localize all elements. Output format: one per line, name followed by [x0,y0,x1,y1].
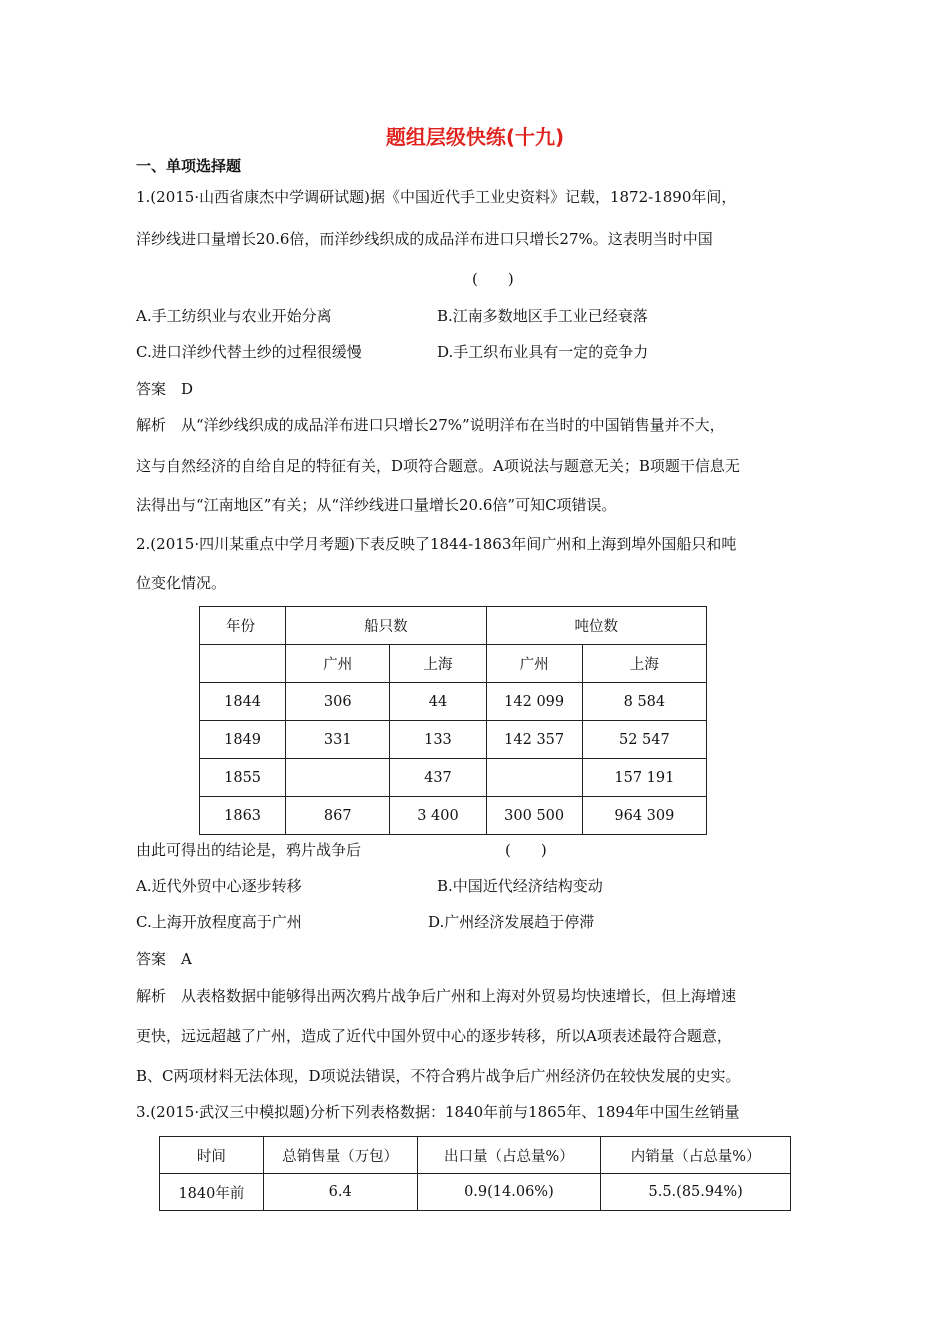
header-ships: 船只数 [286,607,486,645]
subheader-shanghai-tonnage: 上海 [582,645,706,683]
cell-year: 1863 [200,797,286,835]
cell-sh-tonnage: 8 584 [582,683,706,721]
cell-gz-ships: 306 [286,683,390,721]
cell-sh-ships: 3 400 [390,797,486,835]
q2-stem-line1: 2.(2015·四川某重点中学月考题)下表反映了1844-1863年间广州和上海到埠外国船只和吨 [136,535,737,553]
q2-analysis-line2: 更快，远远超越了广州，造成了近代中国外贸中心的逐步转移，所以A项表述最符合题意， [136,1027,732,1045]
header-empty-cell [200,645,286,683]
raw-silk-sales-table [159,1136,791,1211]
cell-gz-tonnage: 300 500 [486,797,582,835]
table-row [200,797,707,835]
q2-option-b: B.中国近代经济结构变动 [437,877,603,895]
cell-gz-ships: 331 [286,721,390,759]
cell-sh-ships: 437 [390,759,486,797]
cell-sh-ships: 133 [390,721,486,759]
q1-option-a: A.手工纺织业与农业开始分离 [136,307,332,325]
q1-analysis-line2: 这与自然经济的自给自足的特征有关，D项符合题意。A项说法与题意无关；B项题干信息无 [136,457,740,475]
q3-stem-line1: 3.(2015·武汉三中模拟题)分析下列表格数据：1840年前与1865年、1894年中国生丝销量 [136,1103,740,1121]
cell-gz-tonnage: 142 357 [486,721,582,759]
cell-export: 0.9(14.06%) [417,1174,601,1211]
q2-stem-line2: 位变化情况。 [136,574,227,592]
cell-year: 1844 [200,683,286,721]
q2-option-a: A.近代外贸中心逐步转移 [136,877,302,895]
cell-gz-tonnage [486,759,582,797]
cell-gz-ships: 867 [286,797,390,835]
header-export: 出口量（占总量%） [417,1137,601,1174]
cell-year: 1849 [200,721,286,759]
q1-option-c: C.进口洋纱代替土纱的过程很缓慢 [136,343,362,361]
q2-answer: 答案 A [136,950,192,968]
page-title: 题组层级快练(十九) [385,125,565,149]
table-row [160,1174,791,1211]
subheader-shanghai-ships: 上海 [390,645,486,683]
q1-option-b: B.江南多数地区手工业已经衰落 [437,307,648,325]
q1-stem-line2: 洋纱线进口量增长20.6倍，而洋纱线织成的成品洋布进口只增长27%。这表明当时中国 [136,230,713,248]
header-time: 时间 [160,1137,264,1174]
section-heading: 一、单项选择题 [136,157,242,175]
q2-analysis-line3: B、C两项材料无法体现，D项说法错误，不符合鸦片战争后广州经济仍在较快发展的史实。 [136,1067,741,1085]
header-tonnage: 吨位数 [486,607,706,645]
cell-sh-tonnage: 157 191 [582,759,706,797]
header-total-sales: 总销售量（万包） [263,1137,417,1174]
cell-year: 1855 [200,759,286,797]
table-row [200,759,707,797]
cell-sh-ships: 44 [390,683,486,721]
cell-sh-tonnage: 52 547 [582,721,706,759]
cell-sh-tonnage: 964 309 [582,797,706,835]
header-year: 年份 [200,607,286,645]
q1-analysis-line1: 解析 从“洋纱线织成的成品洋布进口只增长27%”说明洋布在当时的中国销售量并不大， [136,416,725,434]
header-domestic: 内销量（占总量%） [601,1137,791,1174]
subheader-guangzhou-ships: 广州 [286,645,390,683]
q1-answer-blank: ( ) [472,270,514,288]
q1-option-d: D.手工织布业具有一定的竞争力 [437,343,649,361]
table-row [200,721,707,759]
cell-total-sales: 6.4 [263,1174,417,1211]
q1-analysis-line3: 法得出与“江南地区”有关；从“洋纱线进口量增长20.6倍”可知C项错误。 [136,496,617,514]
cell-domestic: 5.5.(85.94%) [601,1174,791,1211]
subheader-guangzhou-tonnage: 广州 [486,645,582,683]
ship-tonnage-table [199,606,707,835]
cell-time: 1840年前 [160,1174,264,1211]
q1-stem-line1: 1.(2015·山西省康杰中学调研试题)据《中国近代手工业史资料》记载，1872-1890年间， [136,188,737,206]
q2-option-c: C.上海开放程度高于广州 [136,913,302,931]
q2-conclusion: 由此可得出的结论是，鸦片战争后 [136,841,362,859]
q2-option-d: D.广州经济发展趋于停滞 [428,913,595,931]
q2-answer-blank: ( ) [505,841,547,859]
cell-gz-tonnage: 142 099 [486,683,582,721]
table-row [200,683,707,721]
q2-analysis-line1: 解析 从表格数据中能够得出两次鸦片战争后广州和上海对外贸易均快速增长，但上海增速 [136,987,737,1005]
q1-answer: 答案 D [136,380,194,398]
cell-gz-ships [286,759,390,797]
